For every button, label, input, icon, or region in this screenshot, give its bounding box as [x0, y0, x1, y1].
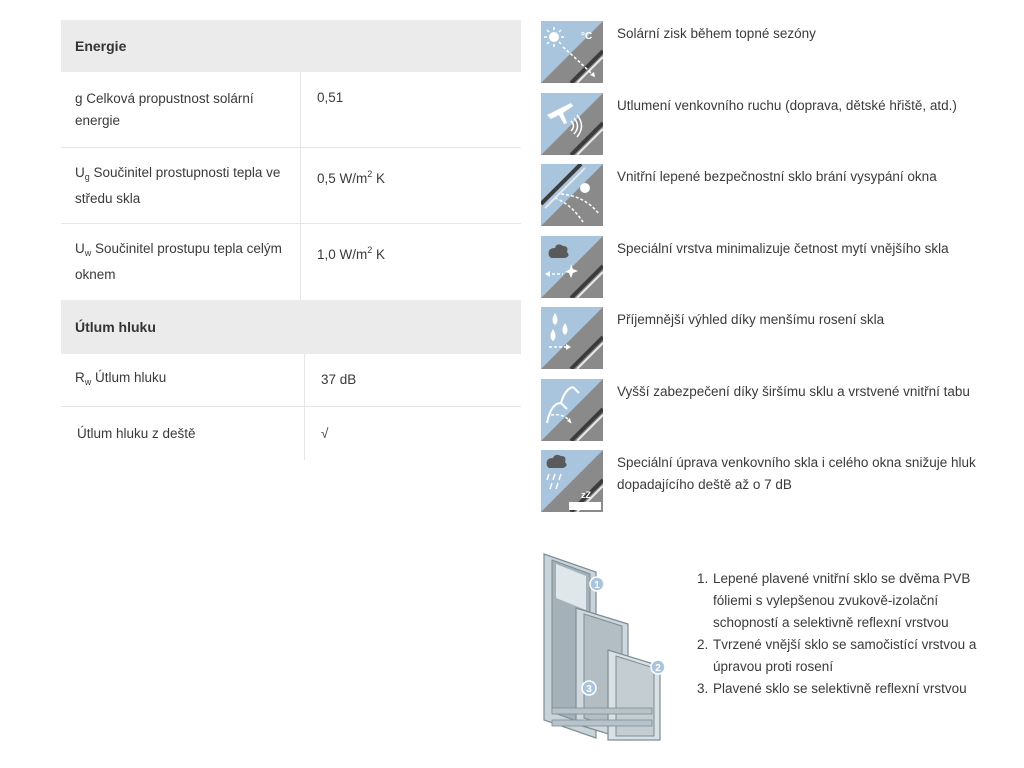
section-heading-noise: Útlum hluku	[61, 300, 521, 354]
table-row	[61, 148, 521, 224]
solar-gain-icon	[541, 21, 603, 83]
feature-list	[541, 21, 1001, 522]
row-label: Útlum hluku z deště	[61, 407, 305, 460]
table-row	[61, 72, 521, 148]
feature-text: Solární zisk během topné sezóny	[617, 26, 816, 41]
checkmark-value: √	[321, 425, 329, 441]
svg-text:°C: °C	[581, 31, 593, 42]
section-heading-energy: Energie	[61, 20, 521, 72]
security-icon	[541, 379, 603, 441]
feature-item	[541, 236, 1001, 308]
marker-2	[651, 660, 665, 674]
row-value: 0,51	[317, 90, 344, 105]
feature-item	[541, 307, 1001, 379]
feature-text: Speciální úprava venkovního skla i celého okna snižuje hluk dopadajícího deště až o 7 dB	[617, 455, 976, 492]
svg-text:2: 2	[655, 663, 661, 674]
legend-item: 2. Tvrzené vnější sklo se samočistící vrstvou a úpravou proti rosení	[712, 634, 998, 678]
legend-item: 1. Lepené plavené vnitřní sklo se dvěma PVB fóliemi s vylepšenou zvukově-izolační schopností a selektivně reflexní vrstvou	[712, 568, 998, 634]
feature-item	[541, 164, 1001, 236]
svg-text:3: 3	[586, 684, 592, 695]
marker-3	[582, 681, 596, 695]
marker-1	[590, 577, 604, 591]
rain-noise-icon	[541, 450, 603, 512]
feature-text: Příjemnější výhled díky menšímu rosení skla	[617, 312, 885, 327]
legend-item: 3. Plavené sklo se selektivně reflexní vrstvou	[712, 678, 998, 700]
condensation-icon	[541, 307, 603, 369]
feature-item	[541, 450, 1001, 522]
row-label: g Celková propustnost solární energie	[61, 72, 301, 147]
feature-item	[541, 93, 1001, 165]
row-value: 1,0 $W/m^2$ K	[317, 245, 386, 262]
feature-text: Vyšší zabezpečení díky širšímu sklu a vrstvené vnitřní tabu	[617, 383, 970, 399]
svg-text:zZ: zZ	[581, 490, 591, 500]
diagram-legend	[698, 568, 998, 700]
feature-text: Vnitřní lepené bezpečnostní sklo brání vysypání okna	[617, 169, 937, 184]
feature-item	[541, 21, 1001, 93]
table-row	[61, 354, 521, 407]
feature-item	[541, 379, 1001, 451]
row-label: $R_w$ Útlum hluku	[61, 354, 305, 406]
feature-text: Utlumení venkovního ruchu (doprava, dětské hřiště, atd.)	[617, 97, 957, 113]
row-label: $U_w$ Součinitel prostupu tepla celým oknem	[61, 224, 301, 300]
glass-cross-section-diagram	[538, 550, 668, 745]
self-cleaning-icon	[541, 236, 603, 298]
airplane-noise-icon	[541, 93, 603, 155]
safety-glass-icon	[541, 164, 603, 226]
svg-text:1: 1	[594, 580, 600, 591]
spec-table	[61, 20, 521, 460]
table-row	[61, 224, 521, 300]
feature-text: Speciální vrstva minimalizuje četnost mytí vnějšího skla	[617, 240, 949, 256]
row-value: 0,5 $W/m^2$ K	[317, 169, 386, 186]
row-label: $U_g$ Součinitel prostupnosti tepla ve středu skla	[61, 148, 301, 223]
table-row	[61, 407, 521, 460]
row-value: 37 dB	[321, 372, 357, 387]
